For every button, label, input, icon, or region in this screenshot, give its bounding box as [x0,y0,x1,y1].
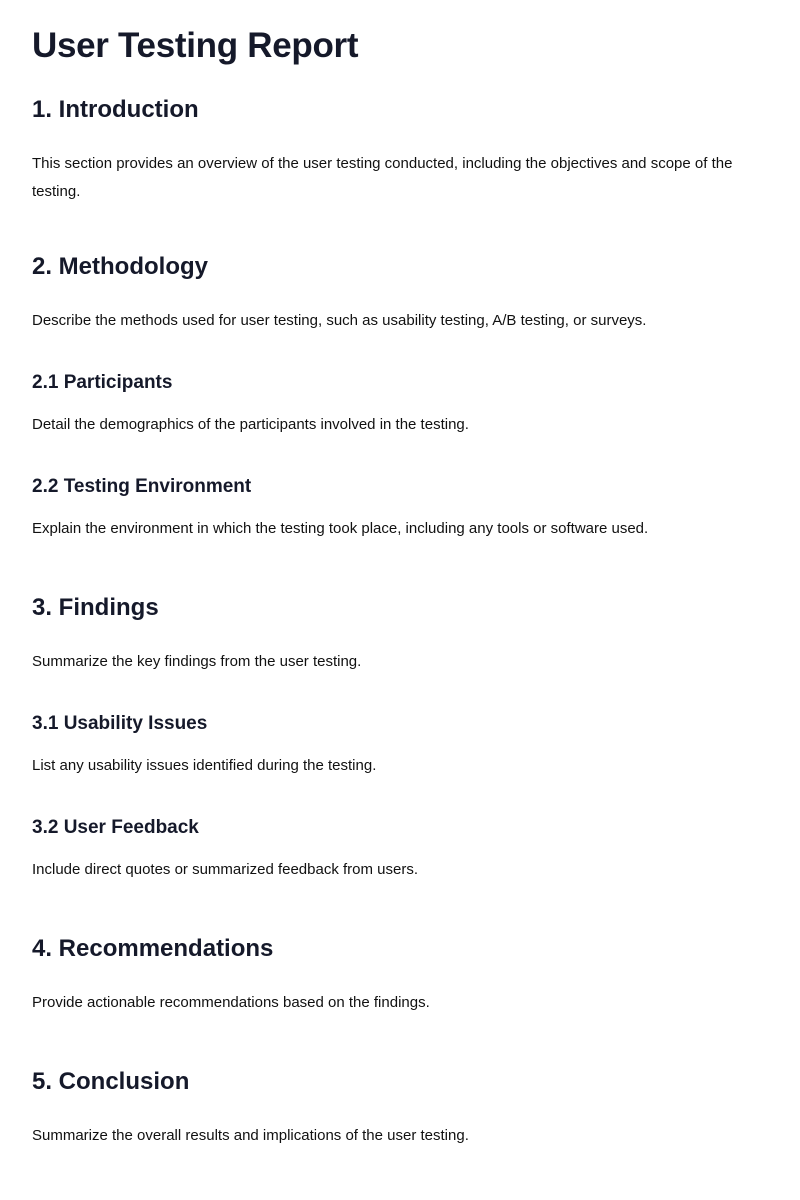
subsection-text-user-feedback: Include direct quotes or summarized feedback from users. [32,861,419,878]
document-title: User Testing Report [32,26,359,65]
section-heading-methodology: 2. Methodology [32,253,208,280]
subsection-heading-user-feedback: 3.2 User Feedback [32,817,199,838]
section-introduction [32,95,768,206]
section-heading-introduction: 1. Introduction [32,96,199,123]
subsection-heading-usability-issues: 3.1 Usability Issues [32,713,208,734]
subsection-text-testing-environment: Explain the environment in which the testing took place, including any tools or software used. [32,520,649,537]
section-text-conclusion: Summarize the overall results and implications of the user testing. [32,1127,469,1144]
section-findings [32,593,768,884]
subsection-text-participants: Detail the demographics of the participants involved in the testing. [32,416,469,433]
subsection-heading-testing-environment: 2.2 Testing Environment [32,476,252,497]
section-heading-conclusion: 5. Conclusion [32,1068,190,1095]
section-methodology [32,252,768,543]
section-text-recommendations: Provide actionable recommendations based on the findings. [32,994,430,1011]
section-heading-recommendations: 4. Recommendations [32,935,274,962]
section-heading-findings: 3. Findings [32,594,159,621]
section-conclusion [32,1067,768,1150]
section-text-introduction: This section provides an overview of the user testing conducted, including the objectives and scope of the testing. [32,155,733,200]
subsection-heading-participants: 2.1 Participants [32,372,173,393]
section-recommendations [32,934,768,1017]
section-text-methodology: Describe the methods used for user testing, such as usability testing, A/B testing, or surveys. [32,312,647,329]
section-text-findings: Summarize the key findings from the user testing. [32,653,362,670]
subsection-text-usability-issues: List any usability issues identified during the testing. [32,757,377,774]
